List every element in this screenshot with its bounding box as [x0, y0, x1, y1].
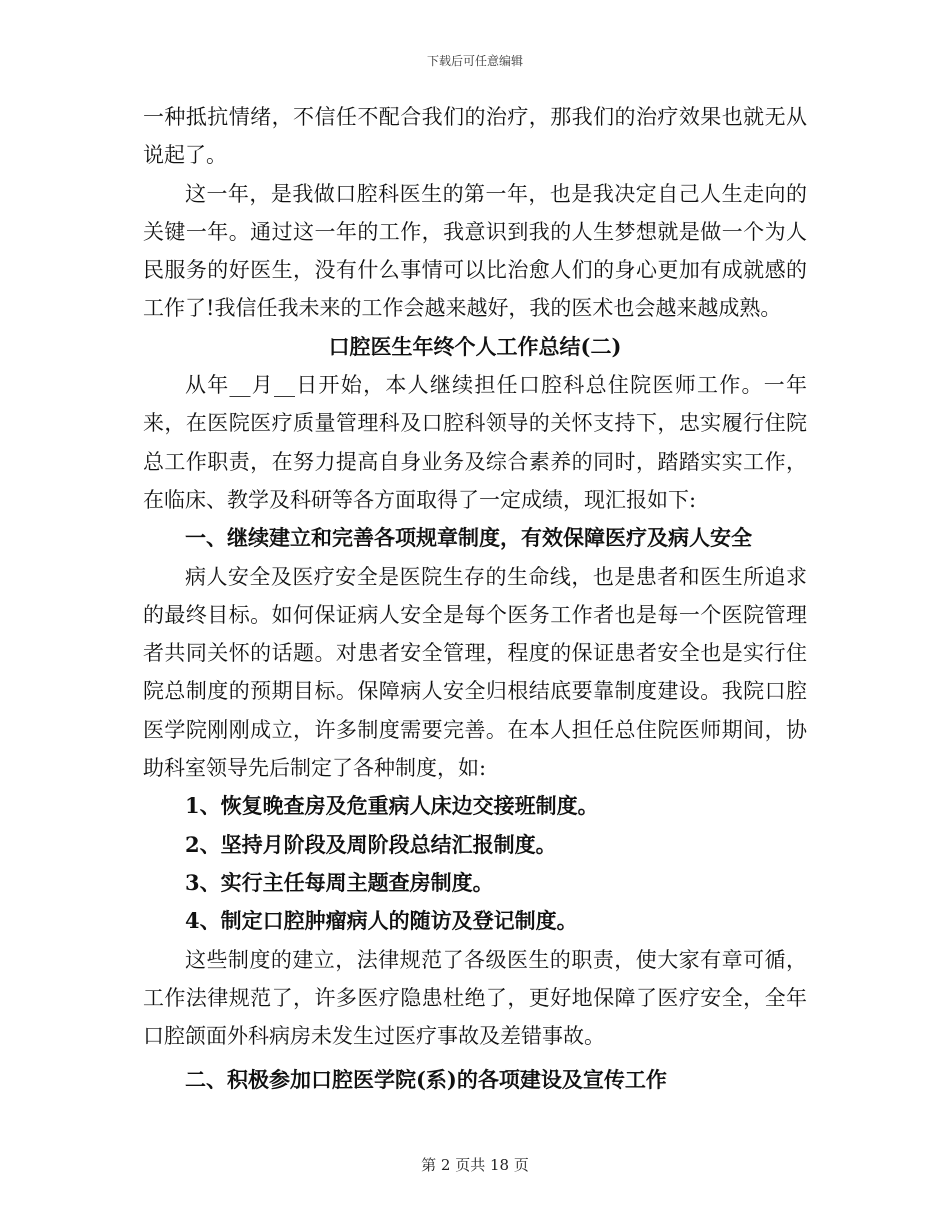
page-footer: 第 2 页共 18 页	[421, 1156, 529, 1174]
page-header: 下载后可任意编辑	[426, 54, 523, 68]
paragraph-continuation: 一种抵抗情绪，不信任不配合我们的治疗，那我们的治疗效果也就无从说起了。	[143, 105, 807, 168]
paragraph-safety: 病人安全及医疗安全是医院生存的生命线，也是患者和医生所追求的最终目标。如何保证病人安全是每个医务工作者也是每一个医院管理者共同关怀的话题。对患者安全管理，程度的保证患者安全也是实行住院总制度的预期目标。保障病人安全归根结底要靠制度建设。我院口腔医学院刚刚成立，许多制度需要完善。在本人担任总住院医师期间，协助科室领导先后制定了各种制度，如:	[143, 564, 807, 781]
section-title: 口腔医生年终个人工作总结(二)	[328, 333, 622, 359]
list-item-3: 3、实行主任每周主题查房制度。	[185, 869, 494, 895]
paragraph-intro: 从年__月__日开始，本人继续担任口腔科总住院医师工作。一年来，在医院医疗质量管理科及口腔科领导的关怀支持下，忠实履行住院总工作职责，在努力提高自身业务及综合素养的同时，踏踏实实工作，在临床、教学及科研等各方面取得了一定成绩，现汇报如下:	[143, 373, 807, 512]
heading-two: 二、积极参加口腔医学院(系)的各项建设及宣传工作	[185, 1067, 667, 1093]
paragraph-reflection: 这一年，是我做口腔科医生的第一年，也是我决定自己人生走向的关键一年。通过这一年的工作，我意识到我的人生梦想就是做一个为人民服务的好医生，没有什么事情可以比治愈人们的身心更加有成就感的工作了!我信任我未来的工作会越来越好，我的医术也会越来越成熟。	[143, 181, 807, 321]
list-item-4: 4、制定口腔肿瘤病人的随访及登记制度。	[185, 908, 578, 934]
list-item-1: 1、恢复晚查房及危重病人床边交接班制度。	[185, 793, 599, 819]
list-item-2: 2、坚持月阶段及周阶段总结汇报制度。	[185, 831, 557, 857]
document-body	[143, 98, 807, 1100]
paragraph-results: 这些制度的建立，法律规范了各级医生的职责，使大家有章可循，工作法律规范了，许多医疗隐患杜绝了，更好地保障了医疗安全，全年口腔颌面外科病房未发生过医疗事故及差错事故。	[143, 947, 807, 1049]
heading-one: 一、继续建立和完善各项规章制度，有效保障医疗及病人安全	[185, 525, 752, 551]
